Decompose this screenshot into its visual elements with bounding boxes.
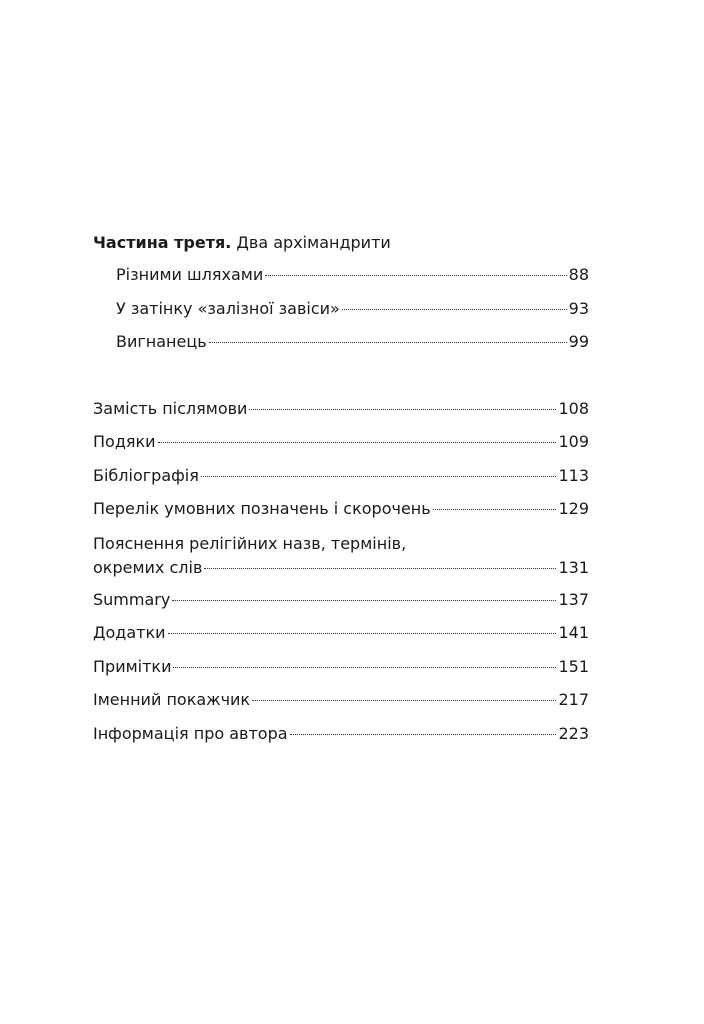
toc-entry-page: 223 [558, 723, 589, 743]
dot-leader [249, 409, 556, 410]
toc-entry [93, 325, 589, 359]
toc-entry-title-line2: окремих слів [93, 557, 203, 577]
table-of-contents [93, 228, 589, 750]
toc-entry-page: 93 [568, 298, 589, 318]
toc-entry [93, 616, 589, 650]
toc-entry-page: 99 [568, 332, 589, 351]
toc-entry-title: Замість післямови [93, 398, 248, 418]
dot-leader [158, 442, 557, 443]
dot-leader [204, 568, 556, 569]
toc-entry [93, 425, 589, 459]
toc-entry-title: Перелік умовних позначень і скорочень [93, 499, 431, 518]
toc-entry-page: 151 [558, 656, 589, 676]
dot-leader [265, 275, 566, 276]
dot-leader [209, 342, 567, 343]
section-gap [93, 359, 589, 392]
dot-leader [172, 600, 556, 601]
toc-entry-title: Вигнанець [116, 332, 207, 351]
toc-entry-title: Summary [93, 589, 171, 609]
toc-entry [93, 492, 589, 526]
toc-entry [93, 392, 589, 426]
part-heading [93, 228, 589, 258]
toc-entry-title: Інформація про автора [93, 723, 288, 743]
toc-entry [93, 526, 589, 583]
toc-entry-page: 129 [558, 499, 589, 518]
toc-entry-title: Примітки [93, 656, 172, 676]
dot-leader [201, 476, 557, 477]
toc-entry-page: 109 [558, 432, 589, 451]
toc-entry [93, 717, 589, 751]
toc-entry-page: 141 [558, 623, 589, 642]
toc-entry [93, 650, 589, 684]
toc-entry-title: Іменний покажчик [93, 690, 251, 709]
toc-entry-page: 108 [558, 398, 589, 418]
dot-leader [168, 633, 557, 634]
toc-entry [93, 583, 589, 617]
toc-entry-page: 113 [558, 465, 589, 485]
toc-entry-title: У затінку «залізної завіси» [116, 298, 340, 318]
toc-entry-page: 131 [558, 557, 589, 577]
toc-entry-page: 137 [558, 589, 589, 609]
toc-entry-title: Додатки [93, 623, 166, 642]
dot-leader [173, 667, 556, 668]
dot-leader [433, 509, 557, 510]
dot-leader [342, 309, 567, 310]
toc-entry-title: Подяки [93, 432, 156, 451]
dot-leader [252, 700, 556, 701]
toc-entry-page: 88 [568, 265, 589, 284]
toc-entry [93, 258, 589, 292]
toc-entry-title-line1: Пояснення релігійних назв, термінів, [93, 533, 407, 553]
toc-entry-title: Різними шляхами [116, 265, 264, 284]
dot-leader [290, 734, 557, 735]
toc-entry [93, 292, 589, 326]
toc-entry-title: Бібліографія [93, 465, 199, 485]
toc-entry-page: 217 [558, 690, 589, 709]
toc-entry [93, 683, 589, 717]
part-title: Два архімандрити [236, 233, 391, 252]
toc-entry [93, 459, 589, 493]
part-label: Частина третя. [93, 233, 232, 252]
